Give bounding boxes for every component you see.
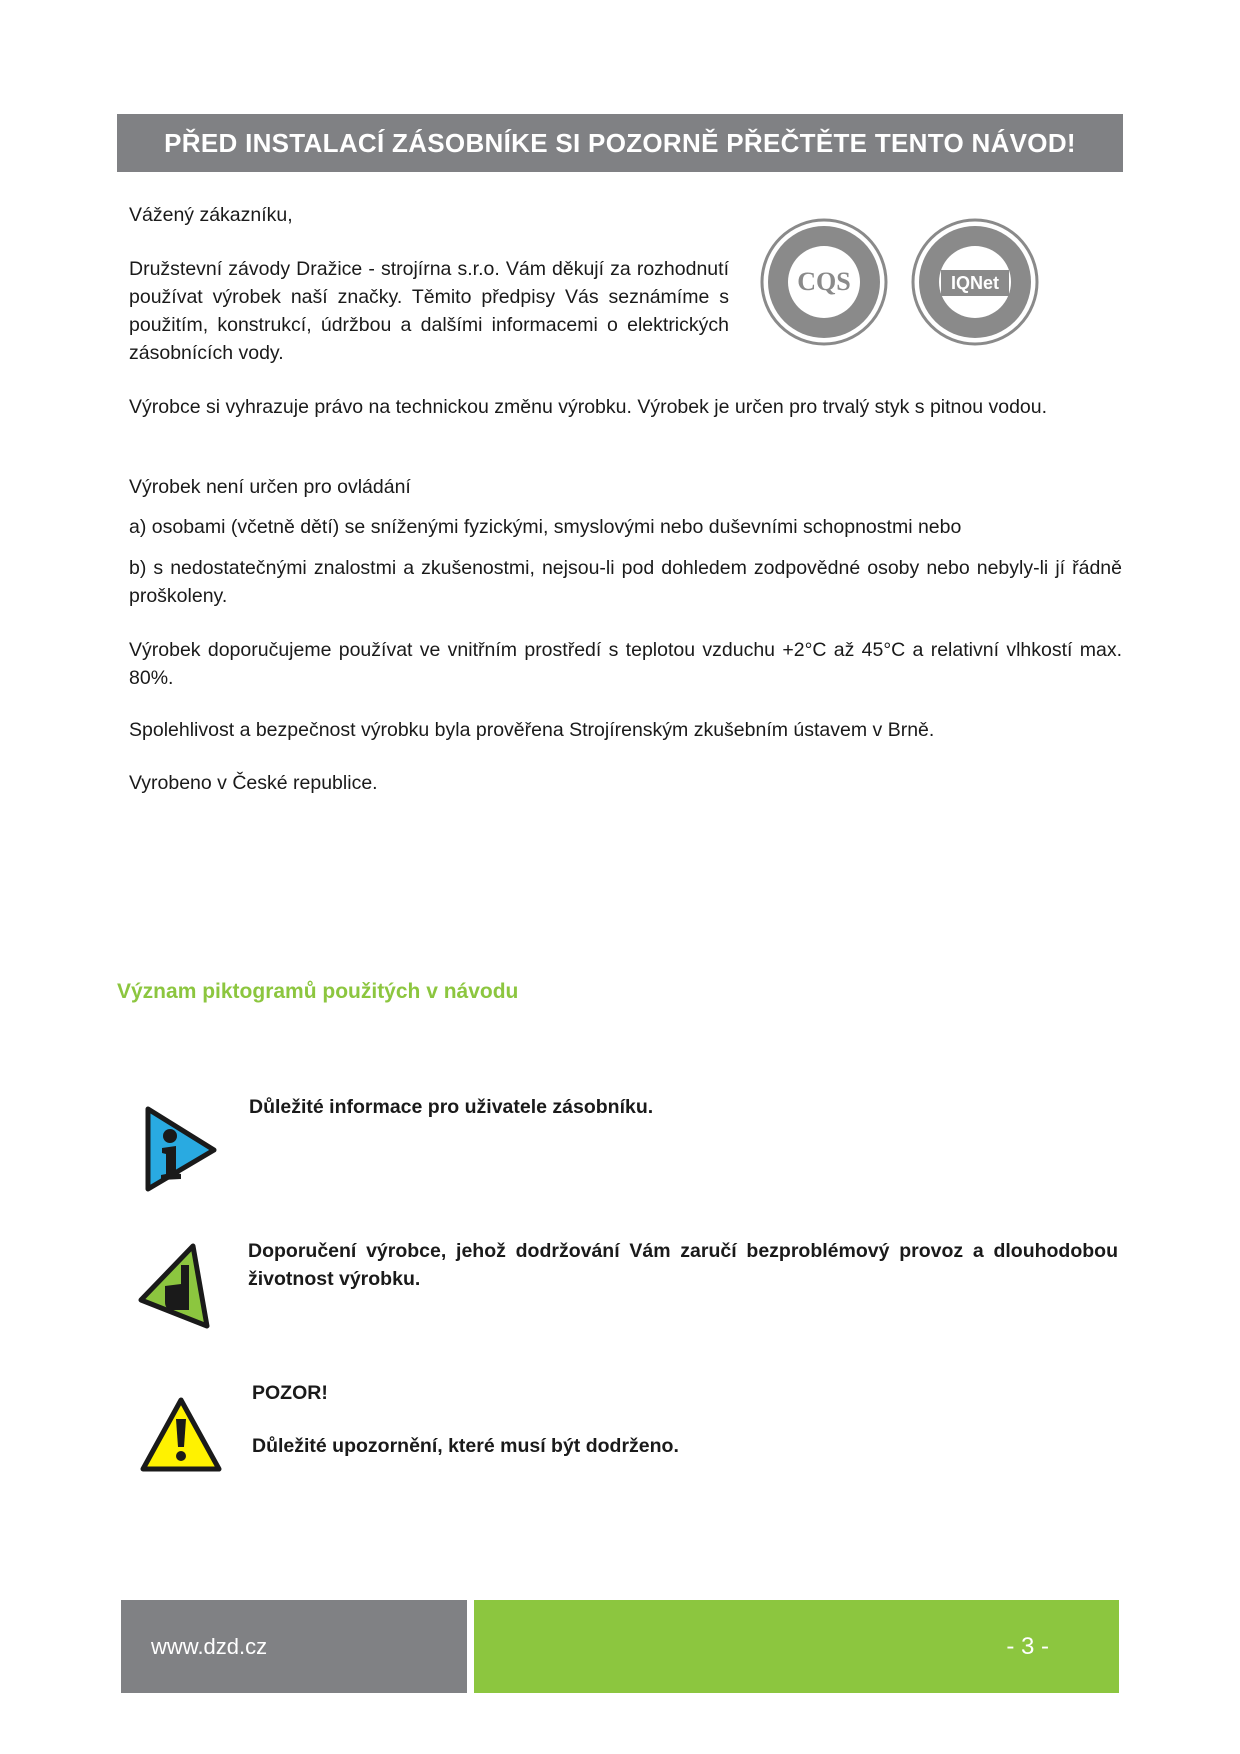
warning-heading: POZOR! [252, 1382, 328, 1404]
list-item-b: b) s nedostatečnými znalostmi a zkušenostmi, nejsou-li pod dohledem zodpovědné osoby nebo nebyly-li jí řádně proškoleny. [129, 557, 1122, 607]
recommend-text: Doporučení výrobce, jehož dodržování Vám zaručí bezproblémový provoz a dlouhodobou životnost výrobku. [248, 1240, 1118, 1290]
iqnet-seal-icon [913, 220, 1037, 344]
paragraph-reliability: Spolehlivost a bezpečnost výrobku byla prověřena Strojírenským zkušebním ústavem v Brně. [129, 719, 935, 741]
certification-badges [760, 218, 1045, 348]
greeting: Vážený zákazníku, [129, 204, 293, 226]
info-text: Důležité informace pro uživatele zásobníku. [249, 1096, 654, 1118]
cqs-seal-icon [762, 220, 886, 344]
footer-website [121, 1600, 467, 1693]
paragraph-technical-change: Výrobce si vyhrazuje právo na technickou změnu výrobku. Výrobek je určen pro trvalý styk s pitnou vodou. [129, 396, 1048, 418]
paragraph-environment: Výrobek doporučujeme používat ve vnitřním prostředí s teplotou vzduchu +2°C až 45°C a relativní vlhkostí max. 80%. [129, 639, 1122, 689]
footer-page-bar [474, 1600, 1119, 1693]
info-icon [140, 1103, 220, 1193]
footer-url[interactable]: www.dzd.cz [151, 1633, 268, 1659]
warning-icon [138, 1395, 224, 1475]
intro-paragraph: Družstevní závody Dražice - strojírna s.r.o. Vám děkují za rozhodnutí používat výrobek naší značky. Těmito předpisy Vás seznámíme s použitím, konstrukcí, údržbou a dalšími informacemi o elektrických zásobnících vody. [129, 258, 729, 364]
cqs-seal-label: CQS [797, 267, 851, 296]
page-number: - 3 - [1006, 1632, 1049, 1660]
thumbs-up-icon [135, 1240, 215, 1335]
paragraph-made-in: Vyrobeno v České republice. [129, 772, 378, 794]
list-item-a: a) osobami (včetně dětí) se sníženými fyzickými, smyslovými nebo duševními schopnostmi nebo [129, 516, 962, 538]
section-title: Význam piktogramů použitých v návodu [117, 980, 519, 1003]
iqnet-seal-label: IQNet [950, 273, 1000, 293]
page-banner: PŘED INSTALACÍ ZÁSOBNÍKE SI POZORNĚ PŘEČTĚTE TENTO NÁVOD! [117, 114, 1123, 172]
warning-text: Důležité upozornění, které musí být dodrženo. [252, 1435, 679, 1457]
paragraph-not-intended: Výrobek není určen pro ovládání [129, 476, 411, 498]
